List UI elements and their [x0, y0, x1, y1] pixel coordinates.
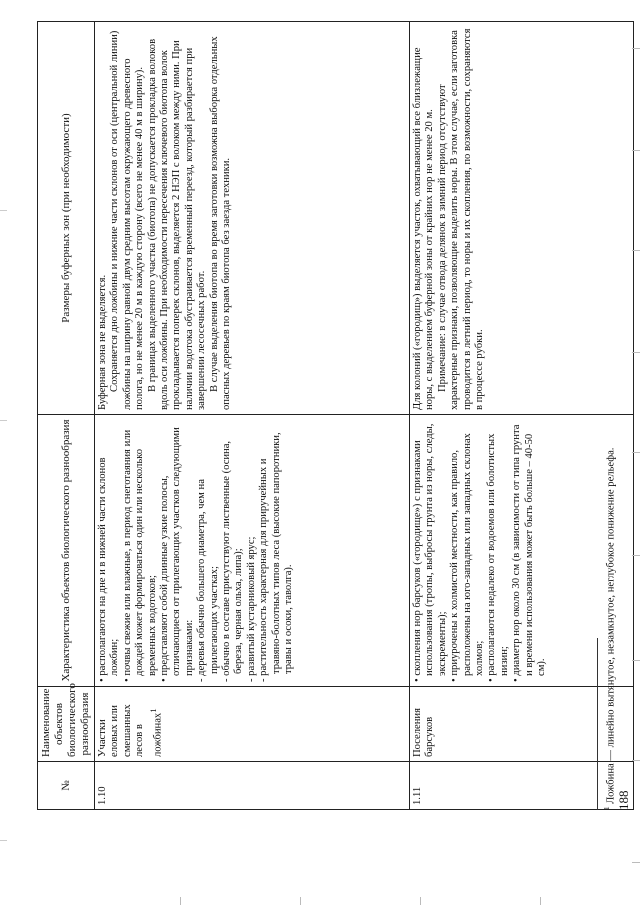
- edge-tick: [632, 452, 640, 453]
- dash-item: - развитый кустарниковый ярус;: [245, 536, 257, 682]
- footnote-divider: [597, 638, 598, 810]
- row-buffer: [95, 22, 410, 415]
- edge-tick: [0, 420, 7, 421]
- row-characteristics: [410, 415, 634, 687]
- scan-edge-left: [0, 0, 14, 905]
- edge-tick: [632, 760, 640, 761]
- paragraph: Сохраняется дно ложбины и нижние части склонов от оси (центральной линии) ложбины на ширину равной двум средним высотам окружающего древесного полога, но не менее 20 м в каждую сторону (всего не менее 40 м в ширину).: [109, 30, 146, 410]
- paragraph: Примечание: в случае отвода делянок в зимний период отсутствуют характерные признаки, позволяющие выделить норы. В этом случае, если заготовка проводится в летний период, то норы и их скопления, по возможности, сохраняются в процессе рубки.: [436, 28, 486, 410]
- edge-tick: [300, 897, 301, 905]
- edge-tick: [420, 897, 421, 905]
- paragraph: В границах выделенного участка (биотопа) не допускается прокладка волоков вдоль оси ложбины. При необходимости пересечения ключевого биотопа волок прокладывается поперек склонов, выделяется 2 НЭП с волоком между ними. При наличии водотока обустраивается временный переезд, который разбирается при завершении лесосечных работ.: [146, 38, 208, 410]
- paragraph: Для колоний («городищ») выделяется участок, охватывающий все близлежащие норы, с выделением буферной зоны от крайних нор не менее 20 м.: [412, 47, 436, 410]
- biodiversity-table: [37, 21, 634, 810]
- header-characteristics: Характеристика объектов биологического разнообразия: [38, 415, 95, 687]
- edge-tick: [632, 150, 640, 151]
- edge-tick: [632, 862, 640, 863]
- table-header-row: [38, 22, 95, 810]
- header-buffer: Размеры буферных зон (при необходимости): [38, 22, 95, 415]
- bullet-item: • располагаются недалеко от водоемов или болотистых низин;: [486, 433, 510, 682]
- row-name-text: Участки еловых или смешанных лесов в ложбинах: [97, 704, 164, 757]
- edge-tick: [632, 352, 640, 353]
- paragraph: В случае выделения биотопа во время заготовки возможна выборка отдельных опасных деревьев по краям биотопа без заезда техники.: [208, 36, 233, 410]
- page-number: 188: [616, 790, 631, 810]
- edge-tick: [0, 210, 7, 211]
- edge-tick: [632, 48, 640, 49]
- header-num: №: [38, 762, 95, 810]
- bullet-item: • представляют собой длинные узкие полосы, отличающиеся от прилегающих участков следующими признаками:: [159, 427, 195, 682]
- dash-item: - деревья обычно большего диаметра, чем на прилегающих участках;: [196, 479, 220, 682]
- edge-tick: [632, 555, 640, 556]
- bullet-item: • почвы свежие или влажные, в период снеготаяния или дождей может формироваться один или несколько временных водотоков;: [121, 429, 158, 682]
- bullet-item: • диаметр нор около 30 см (в зависимости от типа грунта и времени использования может быть больше – 40-50 см).: [511, 424, 548, 682]
- edge-tick: [180, 897, 181, 905]
- bullet-item: • скопления нор барсуков («городище») с признаками использования (тропы, выбросы грунта из норы, следы, экскременты);: [412, 423, 448, 682]
- table-row: [410, 22, 634, 810]
- edge-tick: [0, 840, 7, 841]
- bullet-item: • приурочены к холмистой местности, как правило, расположены на юго-западных или западных склонах холмов;: [449, 433, 486, 682]
- row-characteristics: [95, 415, 410, 687]
- footnote-ref: 1: [147, 708, 158, 713]
- bullet-item: • располагаются на дне и в нижней части склонов ложбин;: [97, 457, 121, 682]
- dash-item: - обычно в составе присутствуют лиственные (осина, береза, черная ольха, липа);: [221, 440, 245, 682]
- row-num: 1.10: [95, 762, 410, 810]
- scan-edge-right: [626, 0, 640, 905]
- scan-edge-bottom: [0, 895, 640, 905]
- dash-item: - растительность характерная для приручейных и травяно-болотных типов леса (высокие папоротники, травы и осоки, таволга).: [258, 432, 295, 682]
- table-row: [95, 22, 410, 810]
- edge-tick: [632, 250, 640, 251]
- edge-tick: [632, 660, 640, 661]
- header-name: Наименование объектов биологического разнообразия: [38, 687, 95, 762]
- footnote-text: Ложбина — линейно вытянутое, незамкнутое, неглубокое понижение рельефа.: [605, 447, 617, 807]
- row-num: 1.11: [410, 762, 634, 810]
- footnote-marker: 1: [603, 806, 611, 810]
- edge-tick: [540, 897, 541, 905]
- row-buffer: [410, 22, 634, 415]
- footnote: [603, 448, 617, 810]
- row-name: [95, 687, 410, 762]
- paragraph: Буферная зона не выделяется.: [97, 274, 108, 410]
- row-name: Поселения барсуков: [410, 687, 634, 762]
